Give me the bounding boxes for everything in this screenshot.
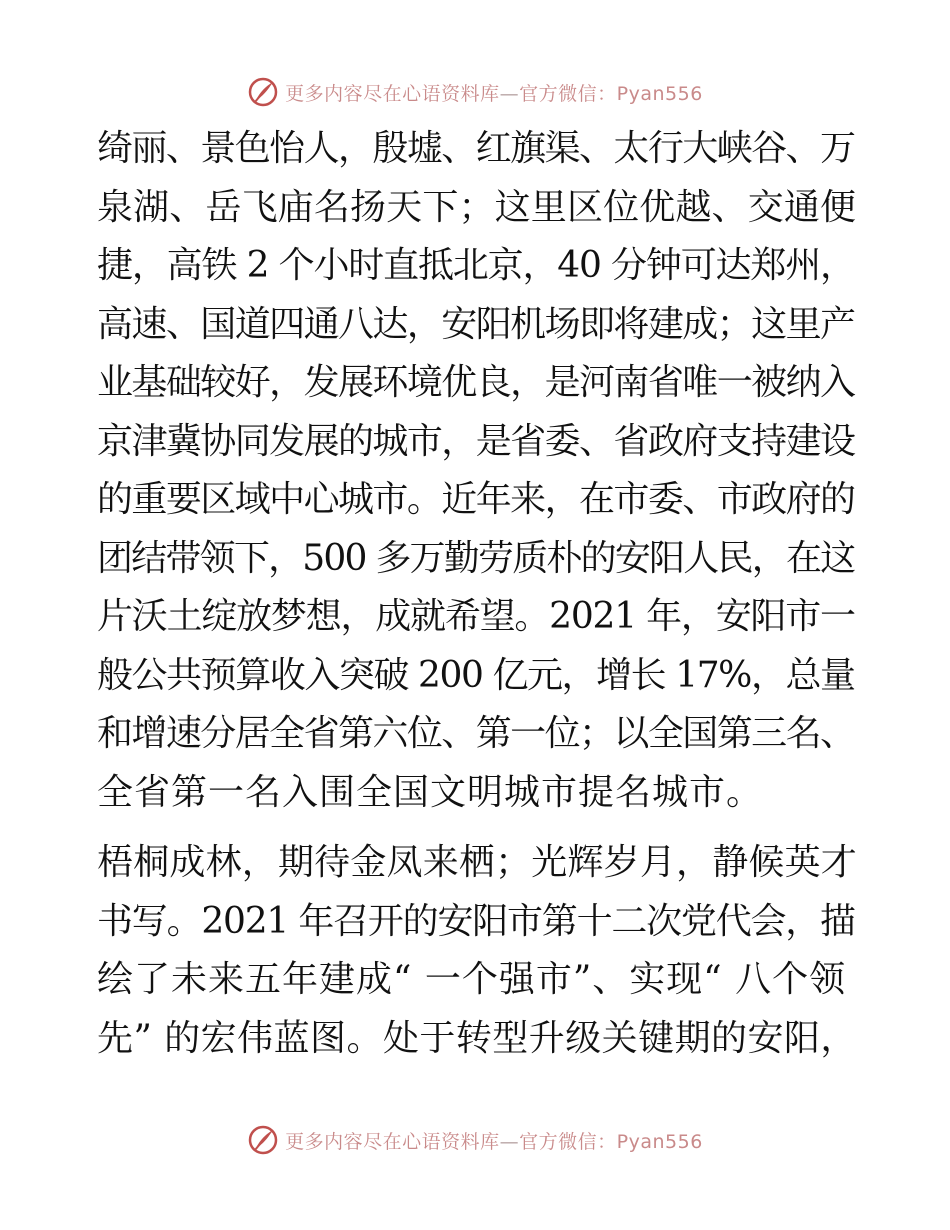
- text-line: 和增速分居全省第六位、第一位；以全国第三名、: [97, 713, 855, 754]
- paragraph-1: [97, 120, 857, 822]
- quill-logo-icon: [247, 1124, 279, 1156]
- text-line: 梧桐成林，期待金凤来栖；光辉岁月，静候英才: [97, 842, 858, 883]
- text-line: 先” 的宏伟蓝图。处于转型升级关键期的安阳，: [97, 1017, 857, 1059]
- footer-watermark: [0, 1120, 950, 1160]
- text-line: 绮丽、景色怡人，殷墟、红旗渠、太行大峡谷、万: [97, 128, 855, 169]
- text-line: 片沃土绽放梦想，成就希望。2021 年，安阳市一: [97, 596, 855, 637]
- paragraph-2: [97, 834, 857, 1068]
- text-line: 高速、国道四通八达，安阳机场即将建成；这里产: [97, 303, 855, 345]
- text-line: 捷，高铁 2 个小时直抵北京，40 分钟可达郑州，: [97, 245, 855, 286]
- document-body: [97, 120, 857, 1068]
- watermark-text: 更多内容尽在心语资料库—官方微信：Pyan556: [285, 82, 703, 105]
- text-line: 业基础较好，发展环境优良，是河南省唯一被纳入: [97, 362, 855, 403]
- text-line: 绘了未来五年建成“ 一个强市”、实现“ 八个领: [97, 959, 847, 1000]
- text-line: 全省第一名入围全国文明城市提名城市。: [97, 771, 764, 813]
- header-watermark: [0, 72, 950, 112]
- text-line: 团结带领下，500 多万勤劳质朴的安阳人民，在这: [97, 537, 855, 579]
- text-line: 般公共预算收入突破 200 亿元，增长 17%，总量: [97, 654, 855, 696]
- text-line: 书写。2021 年召开的安阳市第十二次党代会，描: [97, 900, 855, 942]
- text-line: 京津冀协同发展的城市，是省委、省政府支持建设: [97, 420, 855, 462]
- text-line: 的重要区域中心城市。近年来，在市委、市政府的: [97, 479, 855, 520]
- watermark-text: 更多内容尽在心语资料库—官方微信：Pyan556: [285, 1130, 703, 1153]
- text-line: 泉湖、岳飞庙名扬天下；这里区位优越、交通便: [97, 186, 857, 228]
- quill-logo-icon: [247, 76, 279, 108]
